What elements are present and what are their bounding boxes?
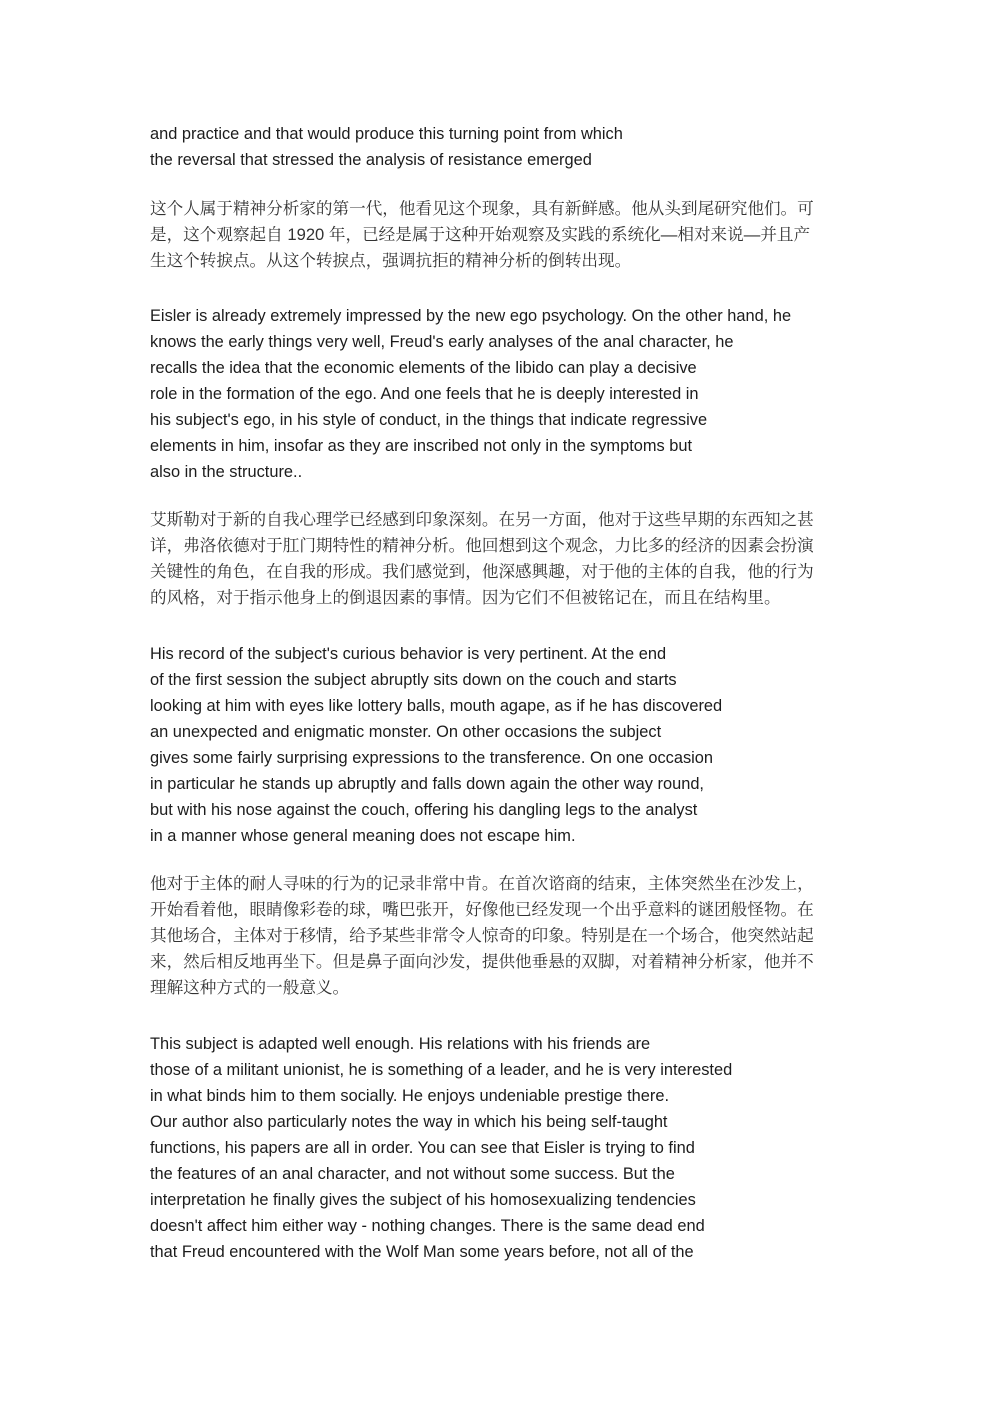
text-line: looking at him with eyes like lottery balls, mouth agape, as if he has discovered (150, 697, 723, 715)
text-line: elements in him, insofar as they are inscribed not only in the symptoms but (150, 437, 693, 455)
text-line: an unexpected and enigmatic monster. On other occasions the subject (150, 723, 662, 741)
text-line: 详，弗洛依德对于肛门期特性的精神分析。他回想到这个观念，力比多的经济的因素会扮演 (150, 536, 814, 555)
text-line: role in the formation of the ego. And one feels that he is deeply interested in (150, 385, 699, 403)
text-line: in what binds him to them socially. He enjoys undeniable prestige there. (150, 1087, 670, 1105)
text-line: knows the early things very well, Freud's early analyses of the anal character, he (150, 333, 734, 351)
text-line: Eisler is already extremely impressed by the new ego psychology. On the other hand, he (150, 307, 792, 325)
paragraph-en-3 (150, 641, 722, 849)
text-line: 理解这种方式的一般意义。 (150, 978, 350, 997)
paragraph-zh-2 (150, 507, 850, 611)
text-line: 开始看着他，眼睛像彩卷的球，嘴巴张开，好像他已经发现一个出乎意料的谜团般怪物。在 (150, 900, 814, 919)
text-line: doesn't affect him either way - nothing changes. There is the same dead end (150, 1217, 705, 1235)
text-line: recalls the idea that the economic elements of the libido can play a decisive (150, 359, 697, 377)
text-line: and practice and that would produce this turning point from which (150, 125, 623, 143)
text-line: those of a militant unionist, he is something of a leader, and he is very interested (150, 1061, 733, 1079)
text-line: 这个人属于精神分析家的第一代，他看见这个现象，具有新鲜感。他从头到尾研究他们。可 (150, 199, 814, 218)
text-line: gives some fairly surprising expressions to the transference. On one occasion (150, 749, 714, 767)
text-line: in particular he stands up abruptly and falls down again the other way round, (150, 775, 704, 793)
paragraph-en-1 (150, 121, 623, 173)
text-line: the reversal that stressed the analysis of resistance emerged (150, 151, 592, 169)
text-line: 关键性的角色，在自我的形成。我们感觉到，他深感興趣，对于他的主体的自我，他的行为 (150, 562, 814, 581)
text-line: 艾斯勒对于新的自我心理学已经感到印象深刻。在另一方面，他对于这些早期的东西知之甚 (150, 510, 814, 529)
paragraph-zh-1 (150, 196, 850, 274)
text-line: 来，然后相反地再坐下。但是鼻子面向沙发，提供他垂悬的双脚，对着精神分析家，他并不 (150, 952, 814, 971)
text-line: 他对于主体的耐人寻味的行为的记录非常中肯。在首次谘商的结束，主体突然坐在沙发上， (150, 874, 814, 893)
text-line: also in the structure.. (150, 463, 303, 481)
text-line: his subject's ego, in his style of conduct, in the things that indicate regressive (150, 411, 708, 429)
text-line: His record of the subject's curious behavior is very pertinent. At the end (150, 645, 667, 663)
paragraph-zh-3 (150, 871, 850, 1001)
text-line: 生这个转捩点。从这个转捩点，强调抗拒的精神分析的倒转出现。 (150, 251, 632, 270)
text-line: Our author also particularly notes the way in which his being self-taught (150, 1113, 668, 1131)
text-line: but with his nose against the couch, offering his dangling legs to the analyst (150, 801, 698, 819)
text-line: that Freud encountered with the Wolf Man some years before, not all of the (150, 1243, 694, 1261)
text-line: of the first session the subject abruptly sits down on the couch and starts (150, 671, 677, 689)
paragraph-en-4 (150, 1031, 732, 1265)
text-line: 是，这个观察起自 1920 年，已经是属于这种开始观察及实践的系统化—相对来说—并且产 (150, 225, 811, 244)
text-line: 其他场合，主体对于移情，给予某些非常令人惊奇的印象。特别是在一个场合，他突然站起 (150, 926, 814, 945)
text-line: functions, his papers are all in order. You can see that Eisler is trying to find (150, 1139, 695, 1157)
text-line: in a manner whose general meaning does not escape him. (150, 827, 576, 845)
text-line: interpretation he finally gives the subject of his homosexualizing tendencies (150, 1191, 696, 1209)
text-line: the features of an anal character, and not without some success. But the (150, 1165, 675, 1183)
text-line: 的风格，对于指示他身上的倒退因素的事情。因为它们不但被铭记在，而且在结构里。 (150, 588, 781, 607)
paragraph-en-2 (150, 303, 791, 485)
text-line: This subject is adapted well enough. His relations with his friends are (150, 1035, 651, 1053)
